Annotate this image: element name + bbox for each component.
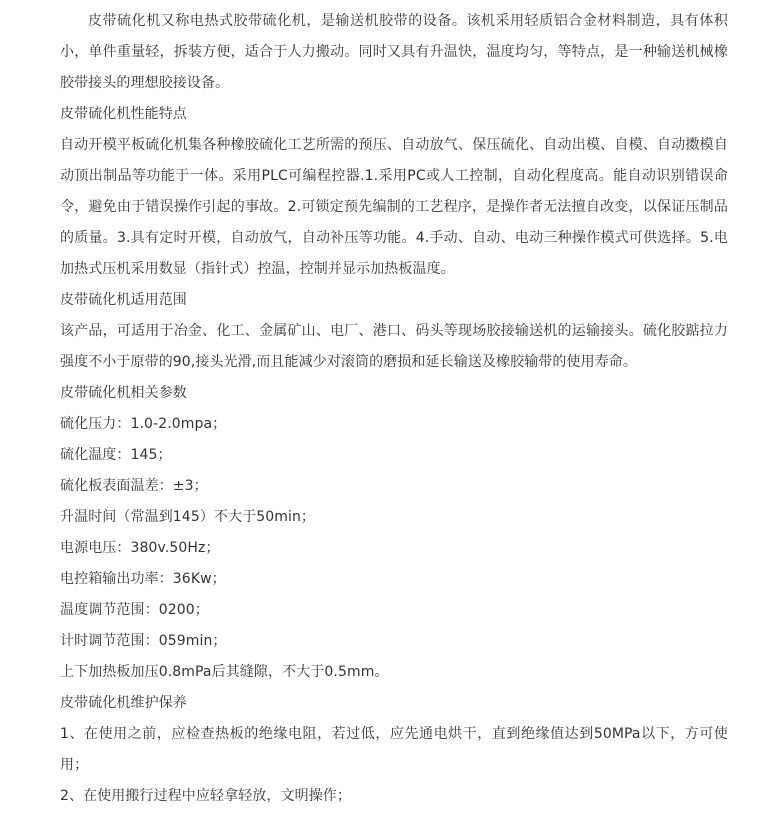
scope-paragraph: 该产品，可适用于冶金、化工、金属矿山、电厂、港口、码头等现场胶接输送机的运输接头。硫化胶踮拉力强度不小于原带的90,接头光滑,而且能减少对滚筒的磨损和延长输送及橡胶输带的使用寿命。 — [60, 323, 728, 370]
param-temperature-range: 温度调节范围：0200； — [60, 602, 209, 618]
param-temperature: 硫化温度：145； — [60, 447, 172, 463]
param-plate-gap: 上下加热板加压0.8mPa后其缝隙，不大于0.5mm。 — [60, 664, 389, 680]
maintenance-heading: 皮带硫化机维护保养 — [60, 695, 187, 711]
features-heading: 皮带硫化机性能特点 — [60, 106, 187, 122]
features-paragraph: 自动开模平板硫化机集各种橡胶硫化工艺所需的预压、自动放气、保压硫化、自动出模、自模、自动擞模自动顶出制品等功能于一体。采用PLC可编程控器.1.采用PC或人工控制，自动化程度高。能自动识别错误命令，避免由于错误操作引起的事故。2.可锁定预先编制的工艺程序，是操作者无法擅自改变，以保证压制品的质量。3.具有定时开模，自动放气，自动补压等功能。4.手动、自动、电动三种操作模式可供选择。5.电加热式压机采用数显（指针式）控温，控制并显示加热板温度。 — [60, 137, 728, 277]
param-output-power: 电控箱输出功率：36Kw； — [60, 571, 226, 587]
maintenance-item-1: 1、在使用之前，应检查热板的绝缘电阻，若过低，应先通电烘干，直到绝缘值达到50MPa以下，方可使用； — [60, 726, 728, 773]
intro-paragraph: 皮带硫化机又称电热式胶带硫化机，是输送机胶带的设备。该机采用轻质铝合金材料制造，具有体积小，单件重量轻，拆装方便，适合于人力搬动。同时又具有升温快，温度均匀，等特点，是一种输送机械橡胶带接头的理想胶接设备。 — [60, 13, 728, 91]
scope-heading: 皮带硫化机适用范围 — [60, 292, 187, 308]
article-body — [60, 6, 728, 812]
maintenance-item-2: 2、在使用搬行过程中应轻拿轻放，文明操作； — [60, 788, 352, 804]
param-voltage: 电源电压：380v.50Hz； — [60, 540, 220, 556]
param-timer-range: 计时调节范围：059min； — [60, 633, 227, 649]
param-heating-time: 升温时间（常温到145）不大于50min； — [60, 509, 316, 525]
params-heading: 皮带硫化机相关参数 — [60, 385, 187, 401]
param-pressure: 硫化压力：1.0-2.0mpa； — [60, 416, 227, 432]
param-temperature-difference: 硫化板表面温差：±3； — [60, 478, 208, 494]
